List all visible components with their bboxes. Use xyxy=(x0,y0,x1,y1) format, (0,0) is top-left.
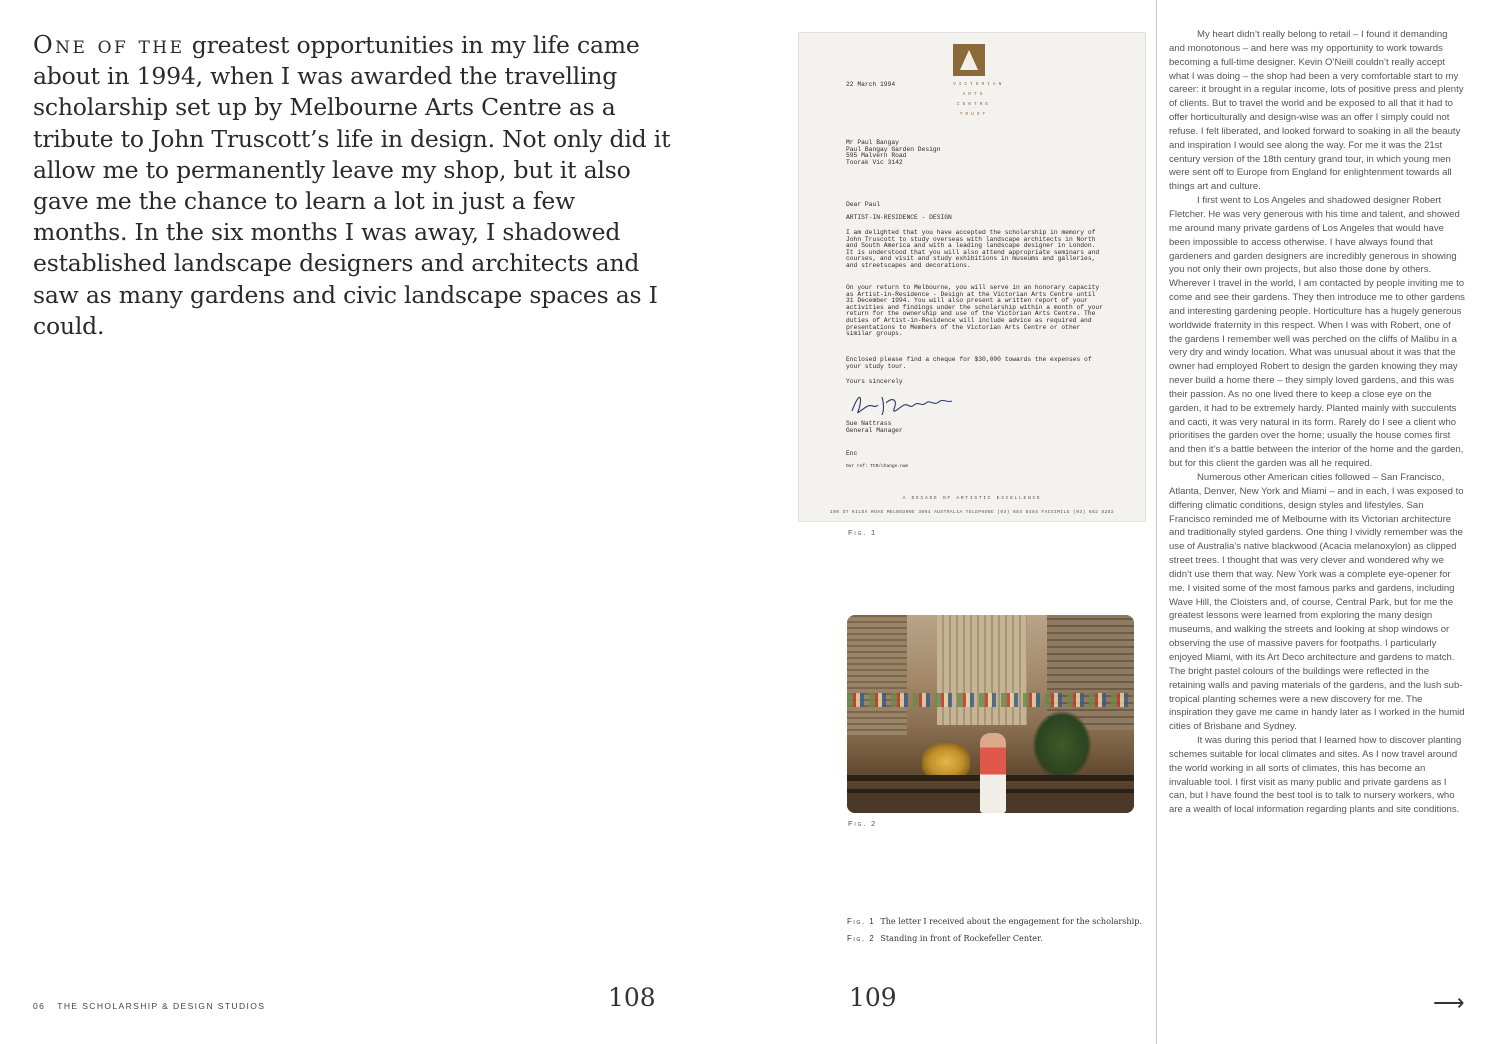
body-paragraph: My heart didn’t really belong to retail – I found it demanding and monotonous – and here was my opportunity to work towards becoming a full-time designer. Kevin O’Neill couldn’t really accept what I was doing – the shop had been a very comfortable start to my career: it brought in a regular income, lots of positive press and plenty of clients. But to travel the world and be exposed to all that it had to offer horticulturally and design-wise was an offer I simply could not refuse. I felt liberated, and looked forward to soaking in all the beauty and inspiration I would see along the way. For me it was the 21st century version of the 18th century grand tour, in which young men were sent off to Europe from England for enlightenment towards all things art and culture. xyxy=(1169,29,1464,193)
letter-address: Mr Paul Bangay Paul Bangay Garden Design 595 Malvern Road Toorak Vic 3142 xyxy=(846,139,941,166)
next-page-arrow-icon: ⟶ xyxy=(1433,990,1465,1015)
letter-subject: ARTIST-IN-RESIDENCE - DESIGN xyxy=(846,214,952,221)
letter-paragraph: Enclosed please find a cheque for $30,000 towards the expenses of your study tour. xyxy=(846,356,1092,370)
fig1-label: Fig. 1 xyxy=(848,528,877,537)
chapter-title: THE SCHOLARSHIP & DESIGN STUDIOS xyxy=(57,1001,266,1011)
column-divider xyxy=(1156,0,1157,1044)
body-paragraph: I first went to Los Angeles and shadowed designer Robert Fletcher. He was very generous with his time and talent, and showed me around many private gardens of Los Angeles that would have been impossible to access otherwise. I have always found that gardeners and garden designers are incredibly generous in showing you not only their own projects, but also those done by others. Wherever I travel in the world, I am contacted by people inviting me to come and see their gardens. They then introduce me to other gardens and interesting gardening people. Horticulture has a hugely generous worldwide fraternity in this respect. When I was with Robert, one of the gardens I remember well was perched on the cliffs of Malibu in a very dry and windy location. What was unusual about it was that the owner had employed Robert to design the garden knowing they may never build a home there – they simply loved gardens, and this was their passion. As no one lived there to keep a close eye on the garden, it had to be extremely hardy. Planted mainly with succulents and cacti, it was very natural in its form. Rarely do I see a client who prioritises the garden over the home; usually the house comes first and then it’s a battle between the interior of the home and the garden, but for this client the garden was all he required. xyxy=(1169,195,1465,470)
body-paragraph: Numerous other American cities followed – San Francisco, Atlanta, Denver, New York and Miami – and in each, I was exposed to differing climatic conditions, design styles and lifestyles. San Francisco reminded me of Melbourne with its Victorian architecture and traditionally styled gardens. One thing I vividly remember was the use of Australia’s native blackwood (Acacia melanoxylon) as clipped street trees. I thought that was very clever and wondered why we didn’t use them that way. New York was a complete eye-opener for me. I visited some of the most famous parks and gardens, including Wave Hill, the Cloisters and, of course, Central Park, but for me the greatest lessons were learned from exploring the many design museums, and walking the streets and looking at shop windows or observing the use of massive pavers for footpaths. I particularly enjoyed Miami, with its Art Deco architecture and gardens to match. The bright pastel colours of the buildings were reflected in the retaining walls and paving materials of the gardens, and the lush sub-tropical planting schemes were a new discovery for me. The inspiration they gave me came in handy later as I worked in the humid cities of Brisbane and Sydney. xyxy=(1169,472,1465,733)
arts-centre-logo-icon xyxy=(953,44,985,76)
letter-date: 22 March 1994 xyxy=(846,81,896,88)
page-number-left: 108 xyxy=(608,983,656,1012)
rockefeller-center-photo xyxy=(847,615,1134,813)
letter-footer-motto: A DECADE OF ARTISTIC EXCELLENCE xyxy=(902,496,1042,501)
running-head xyxy=(33,1001,265,1011)
letter-reference: Our ref: TCR/change.num xyxy=(846,464,909,469)
intro-paragraph xyxy=(33,30,673,342)
letter-closing: Yours sincerely xyxy=(846,378,903,385)
intro-text: greatest opportunities in my life came about in 1994, when I was awarded the travelling scholarship set up by Melbourne Arts Centre as a tribute to John Truscott’s life in design. Not only did it allow me to permanently leave my shop, but it also gave me the chance to learn a lot in just a few months. In the six months I was away, I shadowed established landscape designers and architects and saw as many gardens and civic landscape spaces as I could. xyxy=(33,31,671,340)
handwritten-signature xyxy=(848,389,958,419)
figure-captions xyxy=(847,913,1147,947)
letterhead-org: VICTORIAN ARTS CENTRE TRUST xyxy=(953,82,1005,117)
caption-fig1: Fig. 1 The letter I received about the engagement for the scholarship. xyxy=(847,916,1142,926)
intro-lead-in: One of the xyxy=(33,31,185,59)
fig2-label: Fig. 2 xyxy=(848,819,877,828)
letter-enclosure: Enc xyxy=(846,450,858,457)
letter-salutation: Dear Paul xyxy=(846,201,881,208)
body-paragraph: It was during this period that I learned how to discover planting schemes suitable for local climates and sites. As I now travel around the world working in all sorts of climates, this has become an invaluable tool. I first visit as many public and private gardens as I can, but I have found the best tool is to talk to nursery workers, who are a wealth of local information regarding plants and site conditions. xyxy=(1169,735,1462,816)
letter-paragraph: On your return to Melbourne, you will serve in an honorary capacity as Artist-in-Residence - Design at the Victorian Arts Centre until 31 December 1994. You will also present a written report of your activities and findings under the scholarship within a month of your return for the ownership and use of the Victorian Arts Centre. The duties of Artist-in-Residence will include advice as required and presentations to Members of the Victorian Arts Centre or other similar groups. xyxy=(846,284,1103,338)
letter-footer-address: 100 ST KILDA ROAD MELBOURNE 3004 AUSTRALIA TELEPHONE (03) 684 8484 FACSIMILE (03) 682 8282 xyxy=(829,510,1115,515)
chapter-number: 06 xyxy=(33,1001,46,1011)
page-number-right: 109 xyxy=(849,983,897,1012)
scholarship-letter-image xyxy=(798,32,1146,522)
letter-signatory: Sue Nattrass General Manager xyxy=(846,420,903,434)
letter-paragraph: I am delighted that you have accepted the scholarship in memory of John Truscott to study overseas with landscape architects in North and South America and with a leading landscape designer in London. It is understood that you will also attend appropriate seminars and courses, and visit and study exhibitions in museums and galleries, and streetscapes and decorations. xyxy=(846,229,1100,269)
body-text-column xyxy=(1169,28,1465,817)
caption-fig2: Fig. 2 Standing in front of Rockefeller Center. xyxy=(847,933,1043,943)
